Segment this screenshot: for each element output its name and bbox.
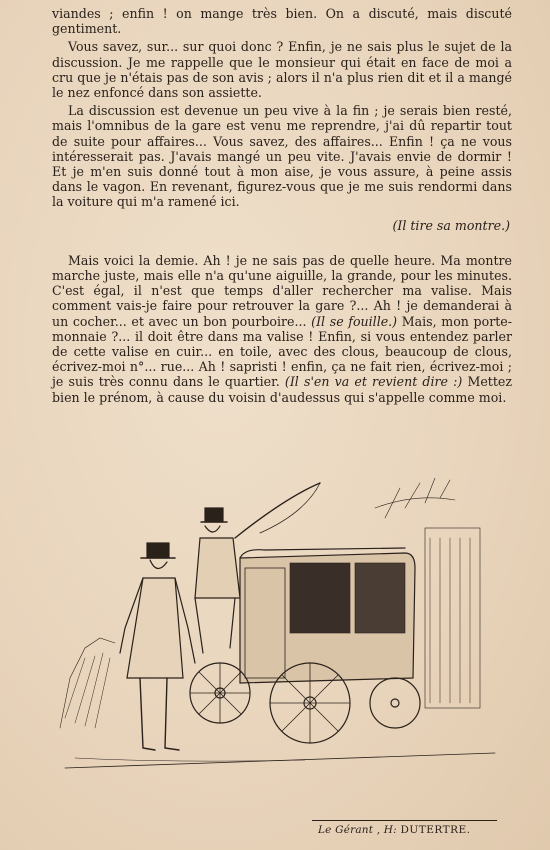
- paragraph-4-part-c: Mais, mon porte-monnaie ?... il doit être dans ma valise ! Enfin, si vous entendez parler de cette valise en cuir... en toile, avec des clous, beaucoup de clous, écrivez-moi n°... rue... Ah ! sapristi ! enfin, ça ne fait rien, écrivez-moi ; je suis très connu dans le quartier.: [52, 313, 512, 390]
- footer-manager: [318, 824, 471, 836]
- paragraph-4: [52, 253, 512, 405]
- paragraph-2: Vous savez, sur... sur quoi donc ? Enfin, je ne sais plus le sujet de la discussion. Je me rappelle que le monsieur qui était en face de moi a cru que je n'étais pas de son avis ; alors il n'a plus rien dit et il a mangé le nez enfoncé dans son assiette.: [52, 39, 512, 101]
- paragraph-4-part-e: Mettez bien le prénom, à cause du voisin d'audessus qui s'appelle comme moi.: [52, 374, 512, 405]
- footer-rule: [312, 820, 497, 821]
- paragraph-1: viandes ; enfin ! on mange très bien. On a discuté, mais discuté gentiment.: [52, 6, 512, 37]
- body-text: [52, 6, 512, 405]
- stage-direction-leave: (Il s'en va et revient dire :): [284, 374, 463, 390]
- stage-direction-search: (Il se fouille.): [311, 313, 398, 329]
- stage-direction-watch: (Il tire sa montre.): [392, 217, 510, 233]
- paragraph-4-part-a: Mais voici la demie. Ah ! je ne sais pas de quelle heure. Ma montre marche juste, mais elle n'a qu'une aiguille, la grande, pour les minutes. C'est égal, il n'est que temps d'aller rechercher ma valise. Mais comment vais-je faire pour retrouver la gare ?... Ah ! je demanderai à un cocher... et avec un bon pourboire...: [52, 252, 512, 329]
- carriage-illustration: [55, 478, 505, 778]
- paragraph-3: La discussion est devenue un peu vive à la fin ; je serais bien resté, mais l'omnibus de la gare est venu me reprendre, j'ai dû repartir tout de suite pour affaires... Vous savez, des affaires... Enfin ! ça ne vous intéresserait pas. J'avais mangé un peu vite. J'avais envie de dormir ! Et je m'en suis donné tout à mon aise, je vous assure, à peine assis dans le vagon. En revenant, figurez-vous que je me suis rendormi dans la voiture qui m'a ramené ici.: [52, 103, 512, 210]
- footer-label: Le Gérant , H:: [318, 824, 397, 836]
- spacer: [52, 233, 512, 250]
- footer-name: DUTERTRE.: [400, 824, 471, 836]
